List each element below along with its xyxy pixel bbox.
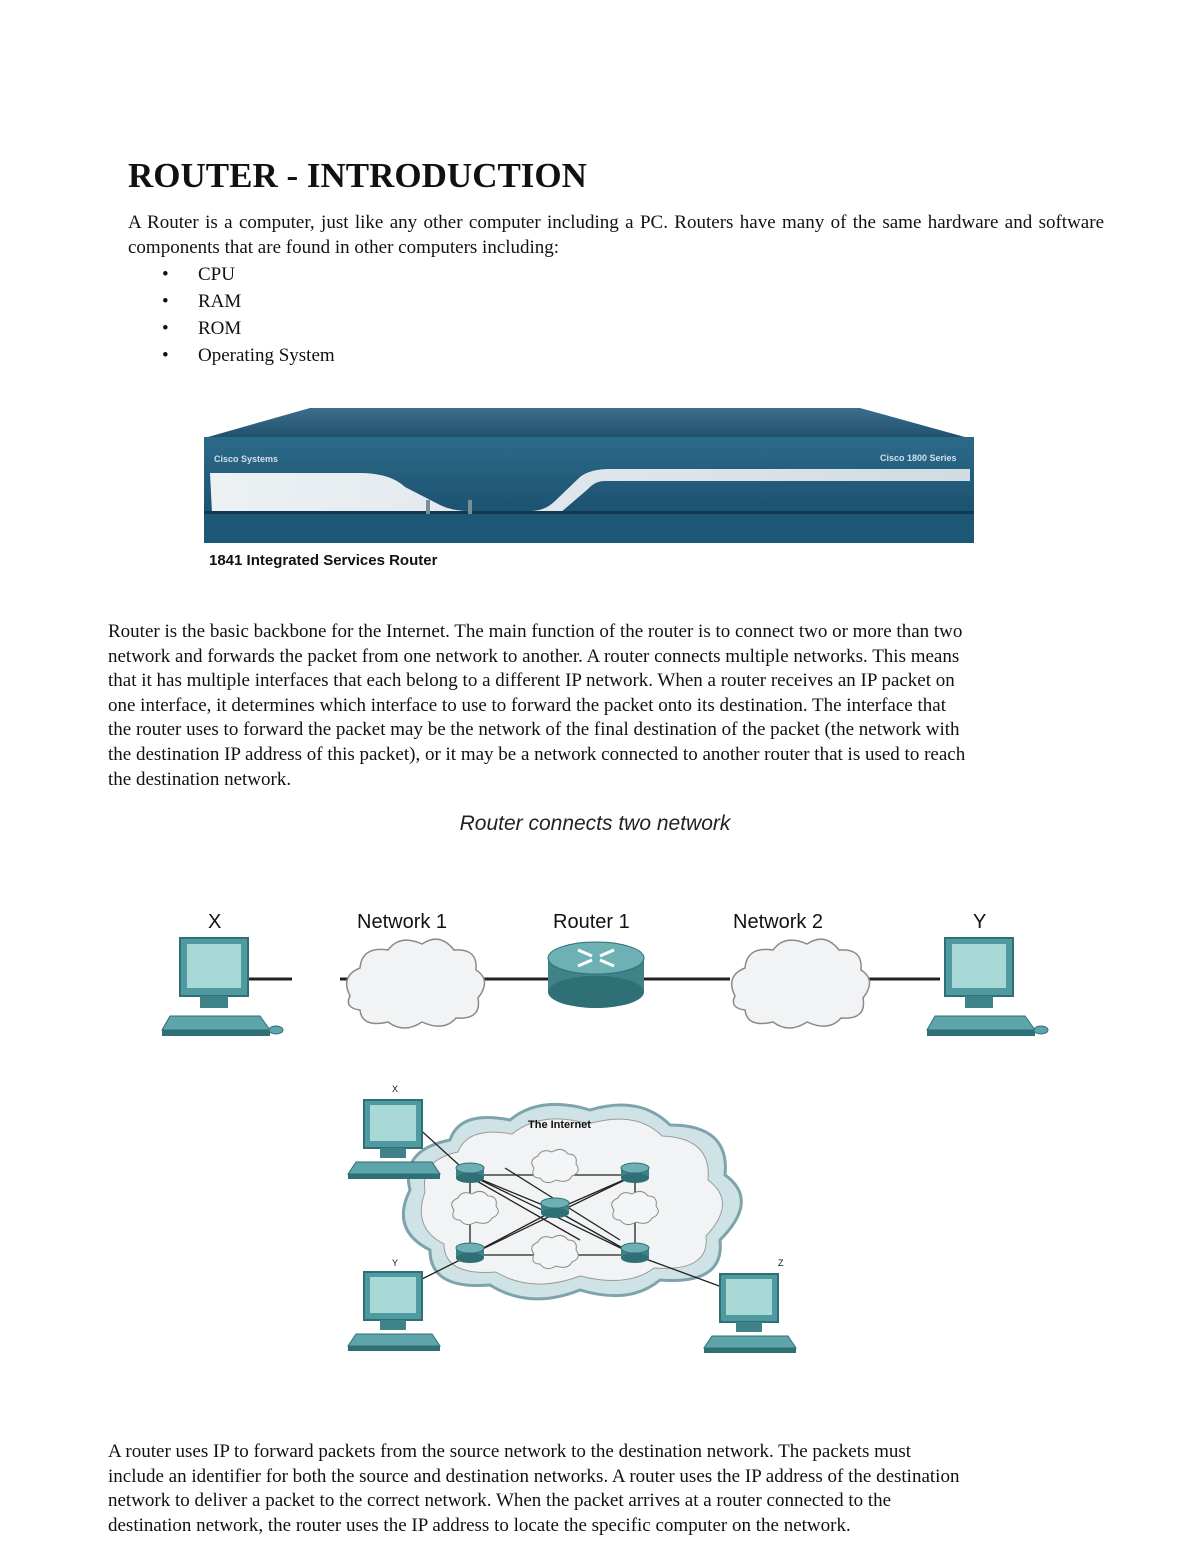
text-line: destination network, the router uses the IP address to locate the specific computer on the network. bbox=[108, 1514, 851, 1536]
text-line: one interface, it determines which interface to use to forward the packet onto its destination. The interface that bbox=[108, 694, 946, 716]
router-icon bbox=[621, 1163, 649, 1183]
host-label: Y bbox=[392, 1258, 399, 1268]
router-icon bbox=[548, 942, 644, 1008]
network-2-cloud-icon bbox=[732, 939, 870, 1028]
router-icon bbox=[621, 1243, 649, 1263]
diagram-label: Y bbox=[973, 911, 987, 933]
computer-y-icon bbox=[927, 938, 1048, 1036]
text-line: the destination IP address of this packet), or it may be a network connected to another router that is used to reach bbox=[108, 743, 966, 765]
diagram-label: Network 2 bbox=[733, 911, 824, 933]
router-icon bbox=[456, 1243, 484, 1263]
router-icon bbox=[541, 1198, 569, 1218]
image-caption: 1841 Integrated Services Router bbox=[209, 552, 438, 569]
network-1-cloud-icon bbox=[347, 939, 485, 1028]
diagram-label: X bbox=[208, 911, 222, 933]
list-item: • RAM bbox=[128, 288, 335, 315]
diagram-caption: Router connects two network bbox=[459, 812, 731, 835]
list-item: • CPU bbox=[128, 261, 335, 288]
text-line: Router is the basic backbone for the Internet. The main function of the router is to connect two or more than two bbox=[108, 621, 963, 642]
text-line: A router uses IP to forward packets from the source network to the destination network. The packets must bbox=[108, 1441, 912, 1462]
ip-paragraph bbox=[108, 1440, 1084, 1538]
brand-text: Cisco 1800 Series bbox=[880, 453, 957, 463]
text-line: network to deliver a packet to the correct network. When the packet arrives at a router connected to the bbox=[108, 1490, 892, 1512]
text-line: include an identifier for both the source and destination networks. A router uses the IP address of the destination bbox=[108, 1465, 960, 1487]
internet-label: The Internet bbox=[528, 1119, 591, 1131]
text-line: that it has multiple interfaces that each belong to a different IP network. When a router receives an IP packet on bbox=[108, 670, 955, 692]
component-list bbox=[128, 261, 335, 369]
list-item: • Operating System bbox=[128, 342, 335, 369]
text-line: network and forwards the packet from one network to another. A router connects multiple networks. This means bbox=[108, 645, 960, 667]
backbone-paragraph bbox=[108, 620, 1084, 792]
diagram-label: Router 1 bbox=[553, 911, 630, 933]
network-diagram-1 bbox=[150, 900, 1050, 1030]
diagram-label: Network 1 bbox=[357, 911, 448, 933]
host-label: X bbox=[392, 1084, 399, 1094]
text-line: the destination network. bbox=[108, 768, 292, 790]
computer-x-icon bbox=[162, 938, 283, 1036]
brand-text: Cisco Systems bbox=[214, 454, 279, 464]
network-diagram-2 bbox=[340, 1080, 810, 1340]
router-icon bbox=[456, 1163, 484, 1183]
computer-x-icon bbox=[348, 1100, 440, 1179]
list-item: • ROM bbox=[128, 315, 335, 342]
host-label: Z bbox=[778, 1258, 784, 1268]
intro-paragraph: A Router is a computer, just like any other computer including a PC. Routers have many of the same hardware and software components that are found in other computers including: bbox=[128, 212, 1104, 258]
computer-y-icon bbox=[348, 1272, 440, 1351]
text-line: the router uses to forward the packet may be the network of the final destination of the packet (the network with bbox=[108, 719, 960, 741]
page-title: ROUTER - INTRODUCTION bbox=[128, 156, 587, 195]
router-image bbox=[200, 405, 980, 550]
